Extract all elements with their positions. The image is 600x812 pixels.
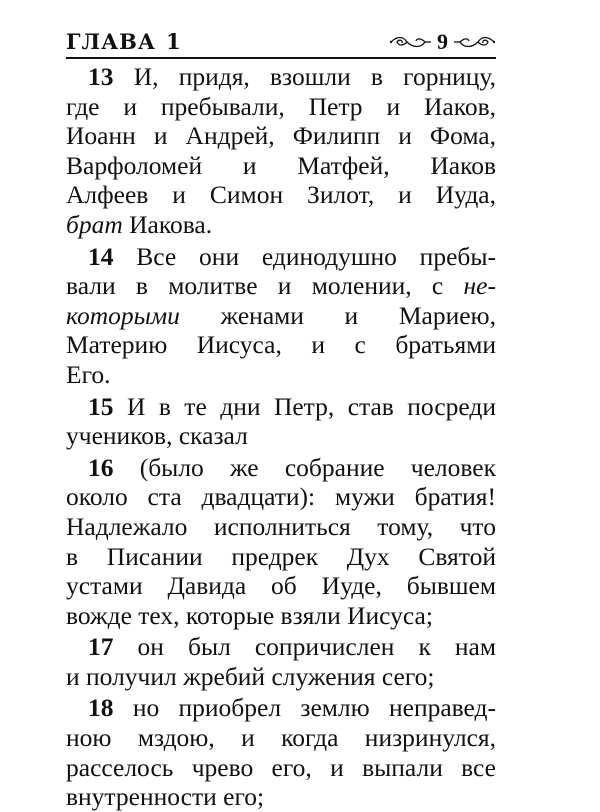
- italic-word: не-: [463, 271, 496, 301]
- verse-line: 15 И в те дни Петр, став посреди: [88, 391, 496, 421]
- verse-line: внутренности его;: [66, 782, 265, 812]
- verse-line: Его.: [66, 359, 111, 389]
- vine-flourish-icon: [452, 35, 496, 49]
- verse-number: 18: [88, 693, 114, 723]
- verse-13: [66, 62, 496, 240]
- verse-line: 16 (было же собрание человек: [88, 452, 496, 482]
- chapter-heading: [66, 30, 182, 54]
- italic-word: брат: [66, 209, 123, 239]
- verse-line: около ста двадцати): мужи братия!: [66, 482, 496, 512]
- verse-17: [66, 632, 496, 691]
- verse-line: 13 И, придя, взошли в горницу,: [88, 62, 496, 91]
- verse-line: вали в молитве и молении, с не-: [66, 271, 496, 301]
- vine-flourish-icon: [389, 35, 433, 49]
- verse-line: ною мздою, и когда низринулся,: [66, 723, 496, 753]
- scripture-text: [66, 62, 496, 812]
- page-number-group: [389, 30, 496, 54]
- chapter-number: 1: [166, 29, 182, 54]
- verse-line: которыми женами и Мариею,: [66, 300, 496, 330]
- verse-line: где и пребывали, Петр и Иаков,: [66, 91, 496, 121]
- running-header: [66, 30, 496, 54]
- header-rule: [66, 57, 496, 59]
- verse-15: [66, 392, 496, 451]
- verse-number: 16: [88, 452, 114, 482]
- verse-line: 14 Все они единодушно пребы-: [88, 241, 496, 271]
- verse-line: вожде тех, которые взяли Иисуса;: [66, 600, 433, 630]
- verse-line: расселось чрево его, и выпали все: [66, 752, 496, 782]
- verse-line: в Писании предрек Дух Святой: [66, 541, 496, 571]
- verse-number: 14: [88, 241, 114, 271]
- verse-line: 18 но приобрел землю неправед-: [88, 693, 497, 723]
- chapter-label: ГЛАВА: [66, 29, 157, 54]
- verse-line: Надлежало исполниться тому, что: [66, 511, 496, 541]
- verse-line: брат Иакова.: [66, 209, 213, 239]
- verse-number: 15: [88, 391, 114, 421]
- verse-line: 17 он был сопричислен к нам: [88, 632, 497, 662]
- verse-number: 17: [88, 632, 114, 662]
- verse-line: Материю Иисуса, и с братьями: [66, 330, 496, 360]
- verse-line: устами Давида об Иуде, бывшем: [66, 571, 496, 601]
- verse-line: Алфеев и Симон Зилот, и Иуда,: [66, 180, 496, 210]
- page-number: 9: [437, 29, 448, 54]
- verse-line: Варфоломей и Матфей, Иаков: [66, 150, 496, 180]
- verse-line: учеников, сказал: [66, 421, 248, 451]
- italic-word: которыми: [66, 300, 180, 330]
- verse-14: [66, 242, 496, 390]
- verse-number: 13: [88, 62, 114, 91]
- verse-line: Иоанн и Андрей, Филипп и Фома,: [66, 121, 496, 151]
- verse-line: и получил жребий служения сего;: [66, 661, 435, 691]
- verse-16: [66, 453, 496, 631]
- verse-18: [66, 693, 496, 811]
